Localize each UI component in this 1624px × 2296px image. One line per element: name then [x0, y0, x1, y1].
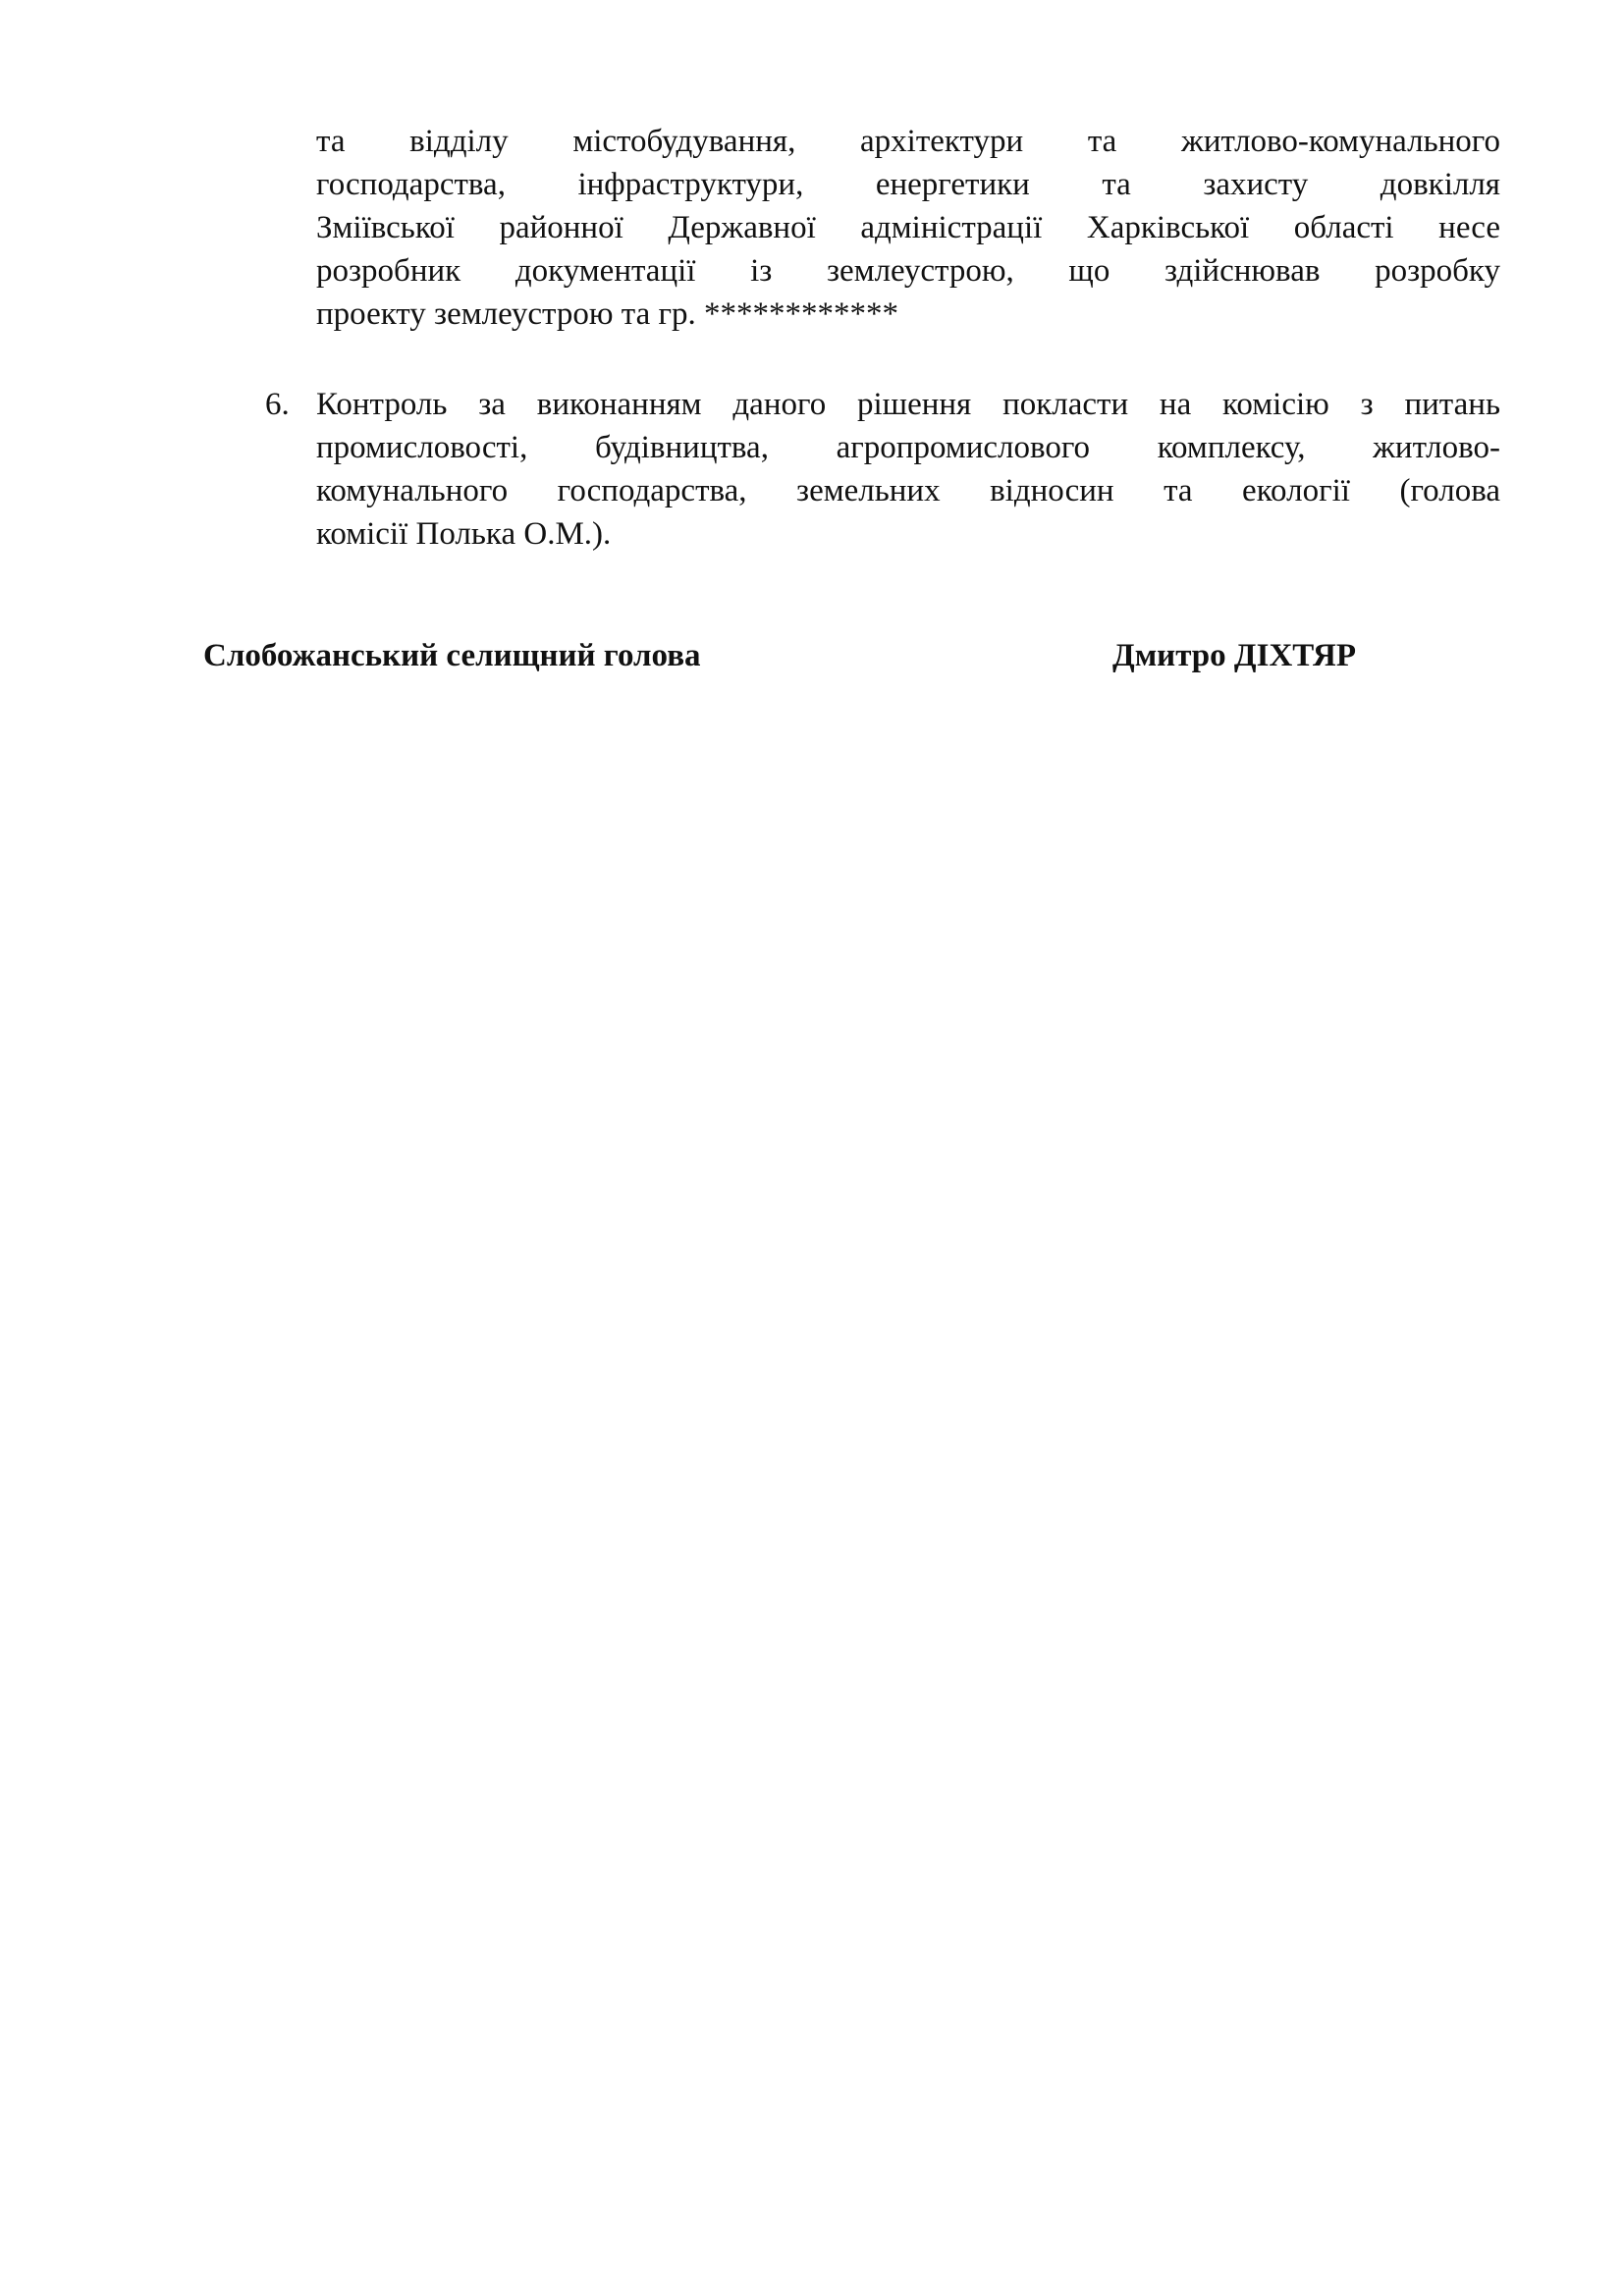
- paragraph-line: Зміївської районної Державної адміністрації Харківської області несе: [316, 210, 1500, 245]
- paragraph-line: та відділу містобудування, архітектури та житлово-комунального: [316, 124, 1500, 159]
- paragraph-line: промисловості, будівництва, агропромислового комплексу, житлово-: [316, 430, 1500, 465]
- paragraph-line: комісії Полька О.М.).: [316, 516, 612, 552]
- list-item-number: 6.: [265, 387, 290, 422]
- paragraph-line: Контроль за виконанням даного рішення покласти на комісію з питань: [316, 387, 1500, 422]
- signatory-name: Дмитро ДІХТЯР: [1112, 638, 1357, 673]
- signatory-position: Слобожанський селищний голова: [203, 638, 701, 673]
- paragraph-line: господарства, інфраструктури, енергетики та захисту довкілля: [316, 167, 1500, 202]
- paragraph-line: комунального господарства, земельних відносин та екології (голова: [316, 473, 1500, 508]
- paragraph-line: проекту землеустрою та гр. ************: [316, 296, 899, 332]
- paragraph-line: розробник документації із землеустрою, що здійснював розробку: [316, 253, 1500, 289]
